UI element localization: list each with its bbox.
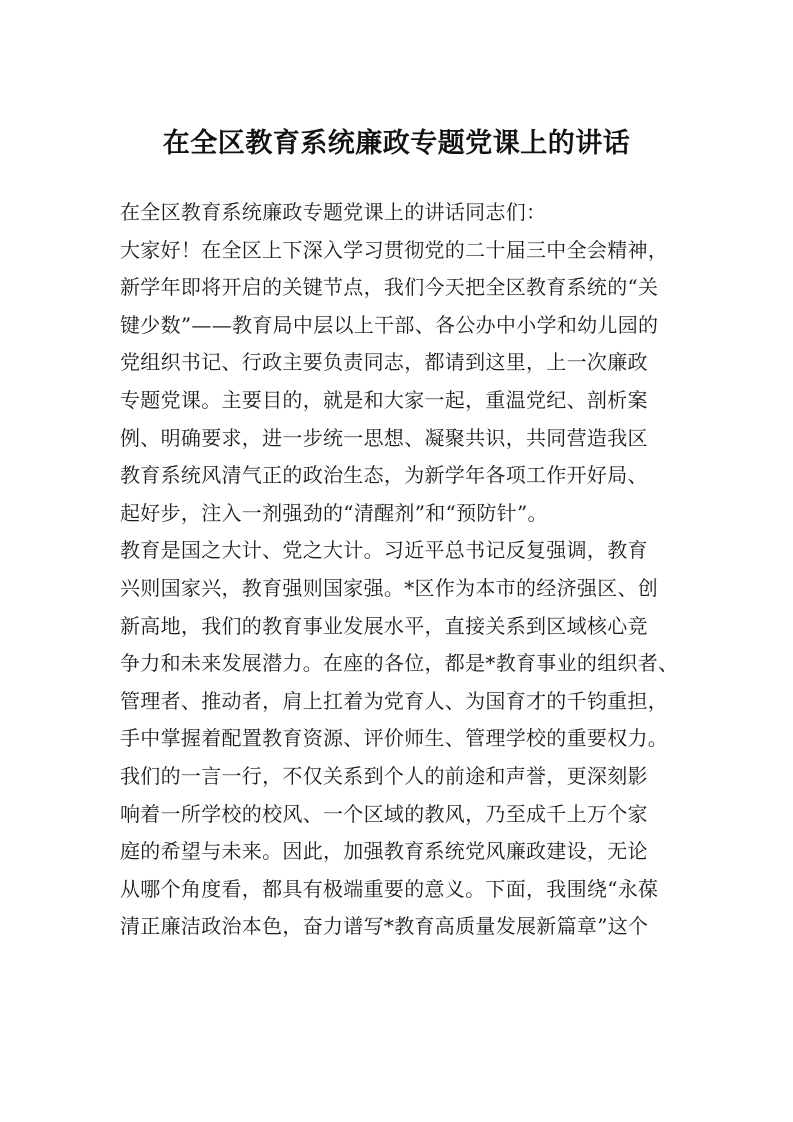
body-line: 我们的一言一行，不仅关系到个人的前途和声誉，更深刻影 bbox=[120, 763, 648, 788]
body-line: 键少数”——教育局中层以上干部、各公办中小学和幼儿园的 bbox=[120, 312, 659, 337]
body-line: 清正廉洁政治本色，奋力谱写*教育高质量发展新篇章”这个 bbox=[120, 914, 649, 939]
body-line: 党组织书记、行政主要负责同志，都请到这里，上一次廉政 bbox=[120, 350, 648, 375]
body-line: 例、明确要求，进一步统一思想、凝聚共识，共同营造我区 bbox=[120, 425, 648, 450]
body-line: 响着一所学校的校风、一个区域的教风，乃至成千上万个家 bbox=[120, 801, 648, 826]
body-line: 从哪个角度看，都具有极端重要的意义。下面，我围绕“永葆 bbox=[120, 876, 659, 901]
body-line: 新学年即将开启的关键节点，我们今天把全区教育系统的“关 bbox=[120, 275, 659, 300]
body-line: 庭的希望与未来。因此，加强教育系统党风廉政建设，无论 bbox=[120, 839, 648, 864]
body-line: 管理者、推动者，肩上扛着为党育人、为国育才的千钧重担， bbox=[120, 688, 669, 713]
body-line: 教育系统风清气正的政治生态，为新学年各项工作开好局、 bbox=[120, 463, 648, 488]
body-line: 新高地，我们的教育事业发展水平，直接关系到区域核心竞 bbox=[120, 613, 648, 638]
body-line: 手中掌握着配置教育资源、评价师生、管理学校的重要权力。 bbox=[120, 726, 669, 751]
body-line: 大家好！在全区上下深入学习贯彻党的二十届三中全会精神， bbox=[120, 237, 669, 262]
document-title: 在全区教育系统廉政专题党课上的讲话 bbox=[162, 128, 631, 159]
body-line: 起好步，注入一剂强劲的“清醒剂”和“预防针”。 bbox=[120, 500, 548, 525]
body-line: 争力和未来发展潜力。在座的各位，都是*教育事业的组织者、 bbox=[120, 651, 679, 676]
body-line: 专题党课。主要目的，就是和大家一起，重温党纪、剖析案 bbox=[120, 387, 648, 412]
document-body bbox=[120, 194, 680, 946]
body-line: 兴则国家兴，教育强则国家强。*区作为本市的经济强区、创 bbox=[120, 575, 659, 600]
body-line: 教育是国之大计、党之大计。习近平总书记反复强调，教育 bbox=[120, 538, 648, 563]
body-line: 在全区教育系统廉政专题党课上的讲话同志们： bbox=[120, 200, 547, 224]
